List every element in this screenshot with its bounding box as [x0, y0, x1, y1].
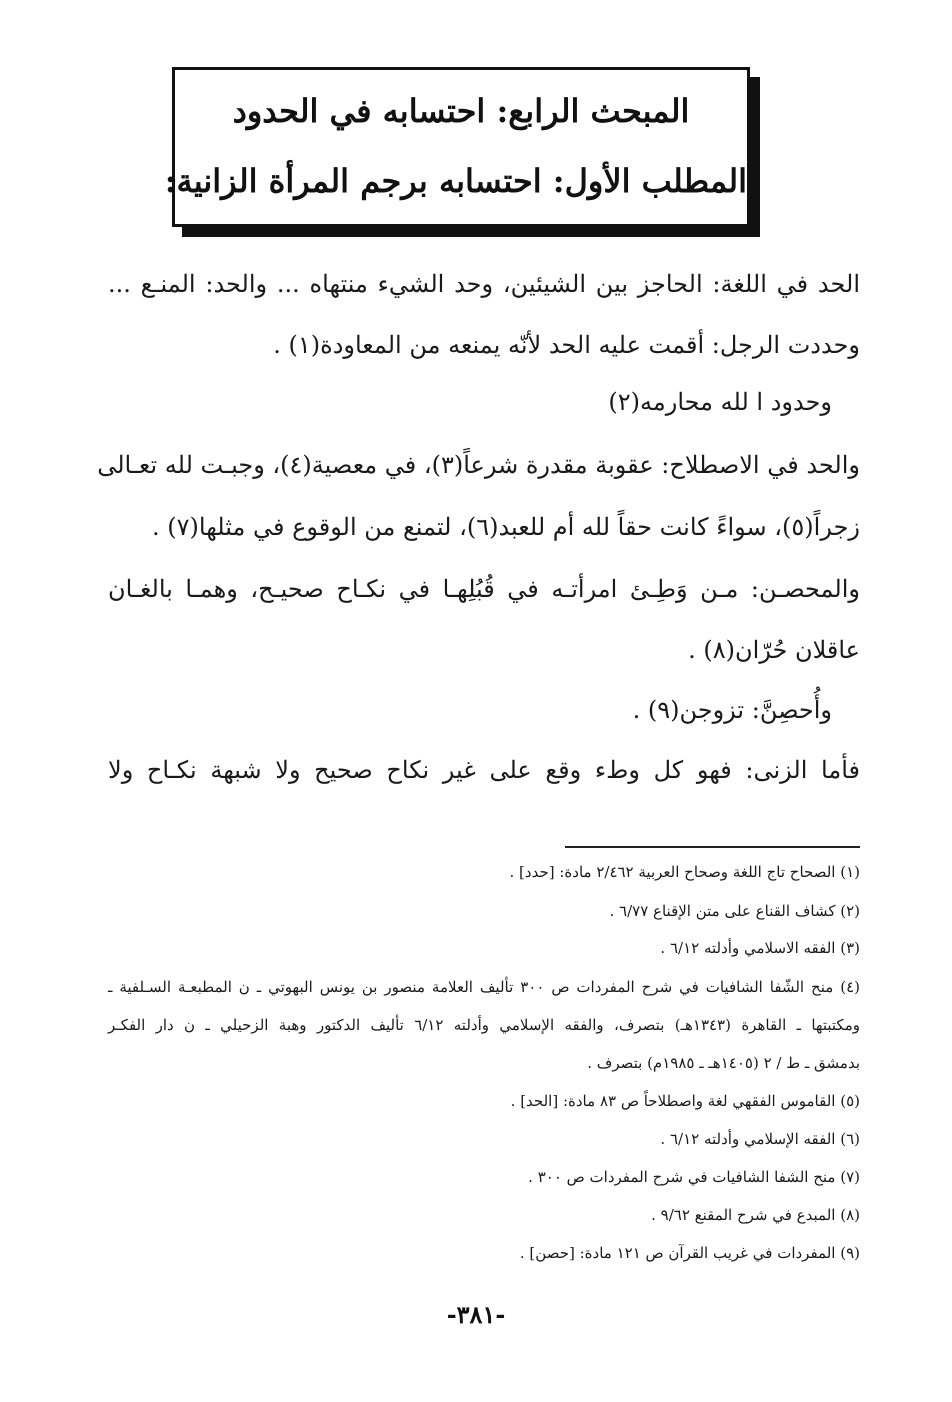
body-line-1: الحد في اللغة: الحاجز بين الشيئين، وحد الشيء منتهاه ... والحد: المنـع ...: [108, 270, 860, 298]
body-line-9: فأما الزنى: فهو كل وطء وقع على غير نكاح صحيح ولا شبهة نكـاح ولا: [108, 756, 860, 784]
footnote-4-line-1: (٤) منح الشّفا الشافيات في شرح المفردات ص ٣٠٠ تأليف العلامة منصور بن يونس البهوتي ـ ن المطبعـة السـلفية ـ: [108, 978, 860, 996]
body-line-2: وحددت الرجل: أقمت عليه الحد لأنّه يمنعه من المعاودة(١) .: [273, 331, 860, 359]
footnote-2: (٢) كشاف القناع على متن الإقناع ٦/٧٧ .: [609, 902, 860, 920]
section-title: المبحث الرابع: احتسابه في الحدود: [232, 92, 690, 130]
footnote-5: (٥) القاموس الفقهي لغة واصطلاحاً ص ٨٣ مادة: [الحد] .: [510, 1092, 860, 1110]
body-line-8: وأُحصِنَّ: تزوجن(٩) .: [632, 696, 832, 724]
footnote-separator: [565, 846, 860, 848]
body-line-4: والحد في الاصطلاح: عقوبة مقدرة شرعاً(٣)، في معصية(٤)، وجبـت لله تعـالى: [97, 451, 860, 479]
footnote-7: (٧) منح الشفا الشافيات في شرح المفردات ص ٣٠٠ .: [528, 1168, 860, 1186]
body-line-7: عاقلان حُرّان(٨) .: [688, 636, 860, 664]
footnote-8: (٨) المبدع في شرح المقنع ٩/٦٢ .: [651, 1206, 860, 1224]
body-line-5: زجراً(٥)، سواءً كانت حقاً لله أم للعبد(٦)، لتمنع من الوقوع في مثلها(٧) .: [152, 513, 860, 541]
footnote-4-line-3: بدمشق ـ ط / ٢ (١٤٠٥هـ ـ ١٩٨٥م) بتصرف .: [587, 1054, 860, 1072]
page-number: -٣٨١-: [446, 1300, 506, 1329]
footnote-3: (٣) الفقه الاسلامي وأدلته ٦/١٢ .: [660, 939, 860, 957]
title-box: [164, 67, 750, 227]
footnote-4-line-2: ومكتبتها ـ القاهرة (١٣٤٣هـ) بتصرف، والفقه الإسلامي وأدلته ٦/١٢ تأليف الدكتور وهبة الزحيلي ـ ن دار الفكـر: [108, 1016, 860, 1034]
footnote-9: (٩) المفردات في غريب القرآن ص ١٢١ مادة: [حصن] .: [519, 1244, 860, 1262]
footnote-1: (١) الصحاح تاج اللغة وصحاح العربية ٢/٤٦٢ مادة: [حدد] .: [509, 863, 860, 881]
footnote-6: (٦) الفقه الإسلامي وأدلته ٦/١٢ .: [660, 1130, 860, 1148]
body-line-6: والمحصـن: مـن وَطِـئ امرأتـه في قُبُلِهـا في نكـاح صحيـح، وهمـا بالغـان: [108, 575, 860, 603]
subsection-title: المطلب الأول: احتسابه برجم المرأة الزانية:: [164, 162, 747, 200]
body-line-3: وحدود ا لله محارمه(٢): [608, 388, 832, 416]
